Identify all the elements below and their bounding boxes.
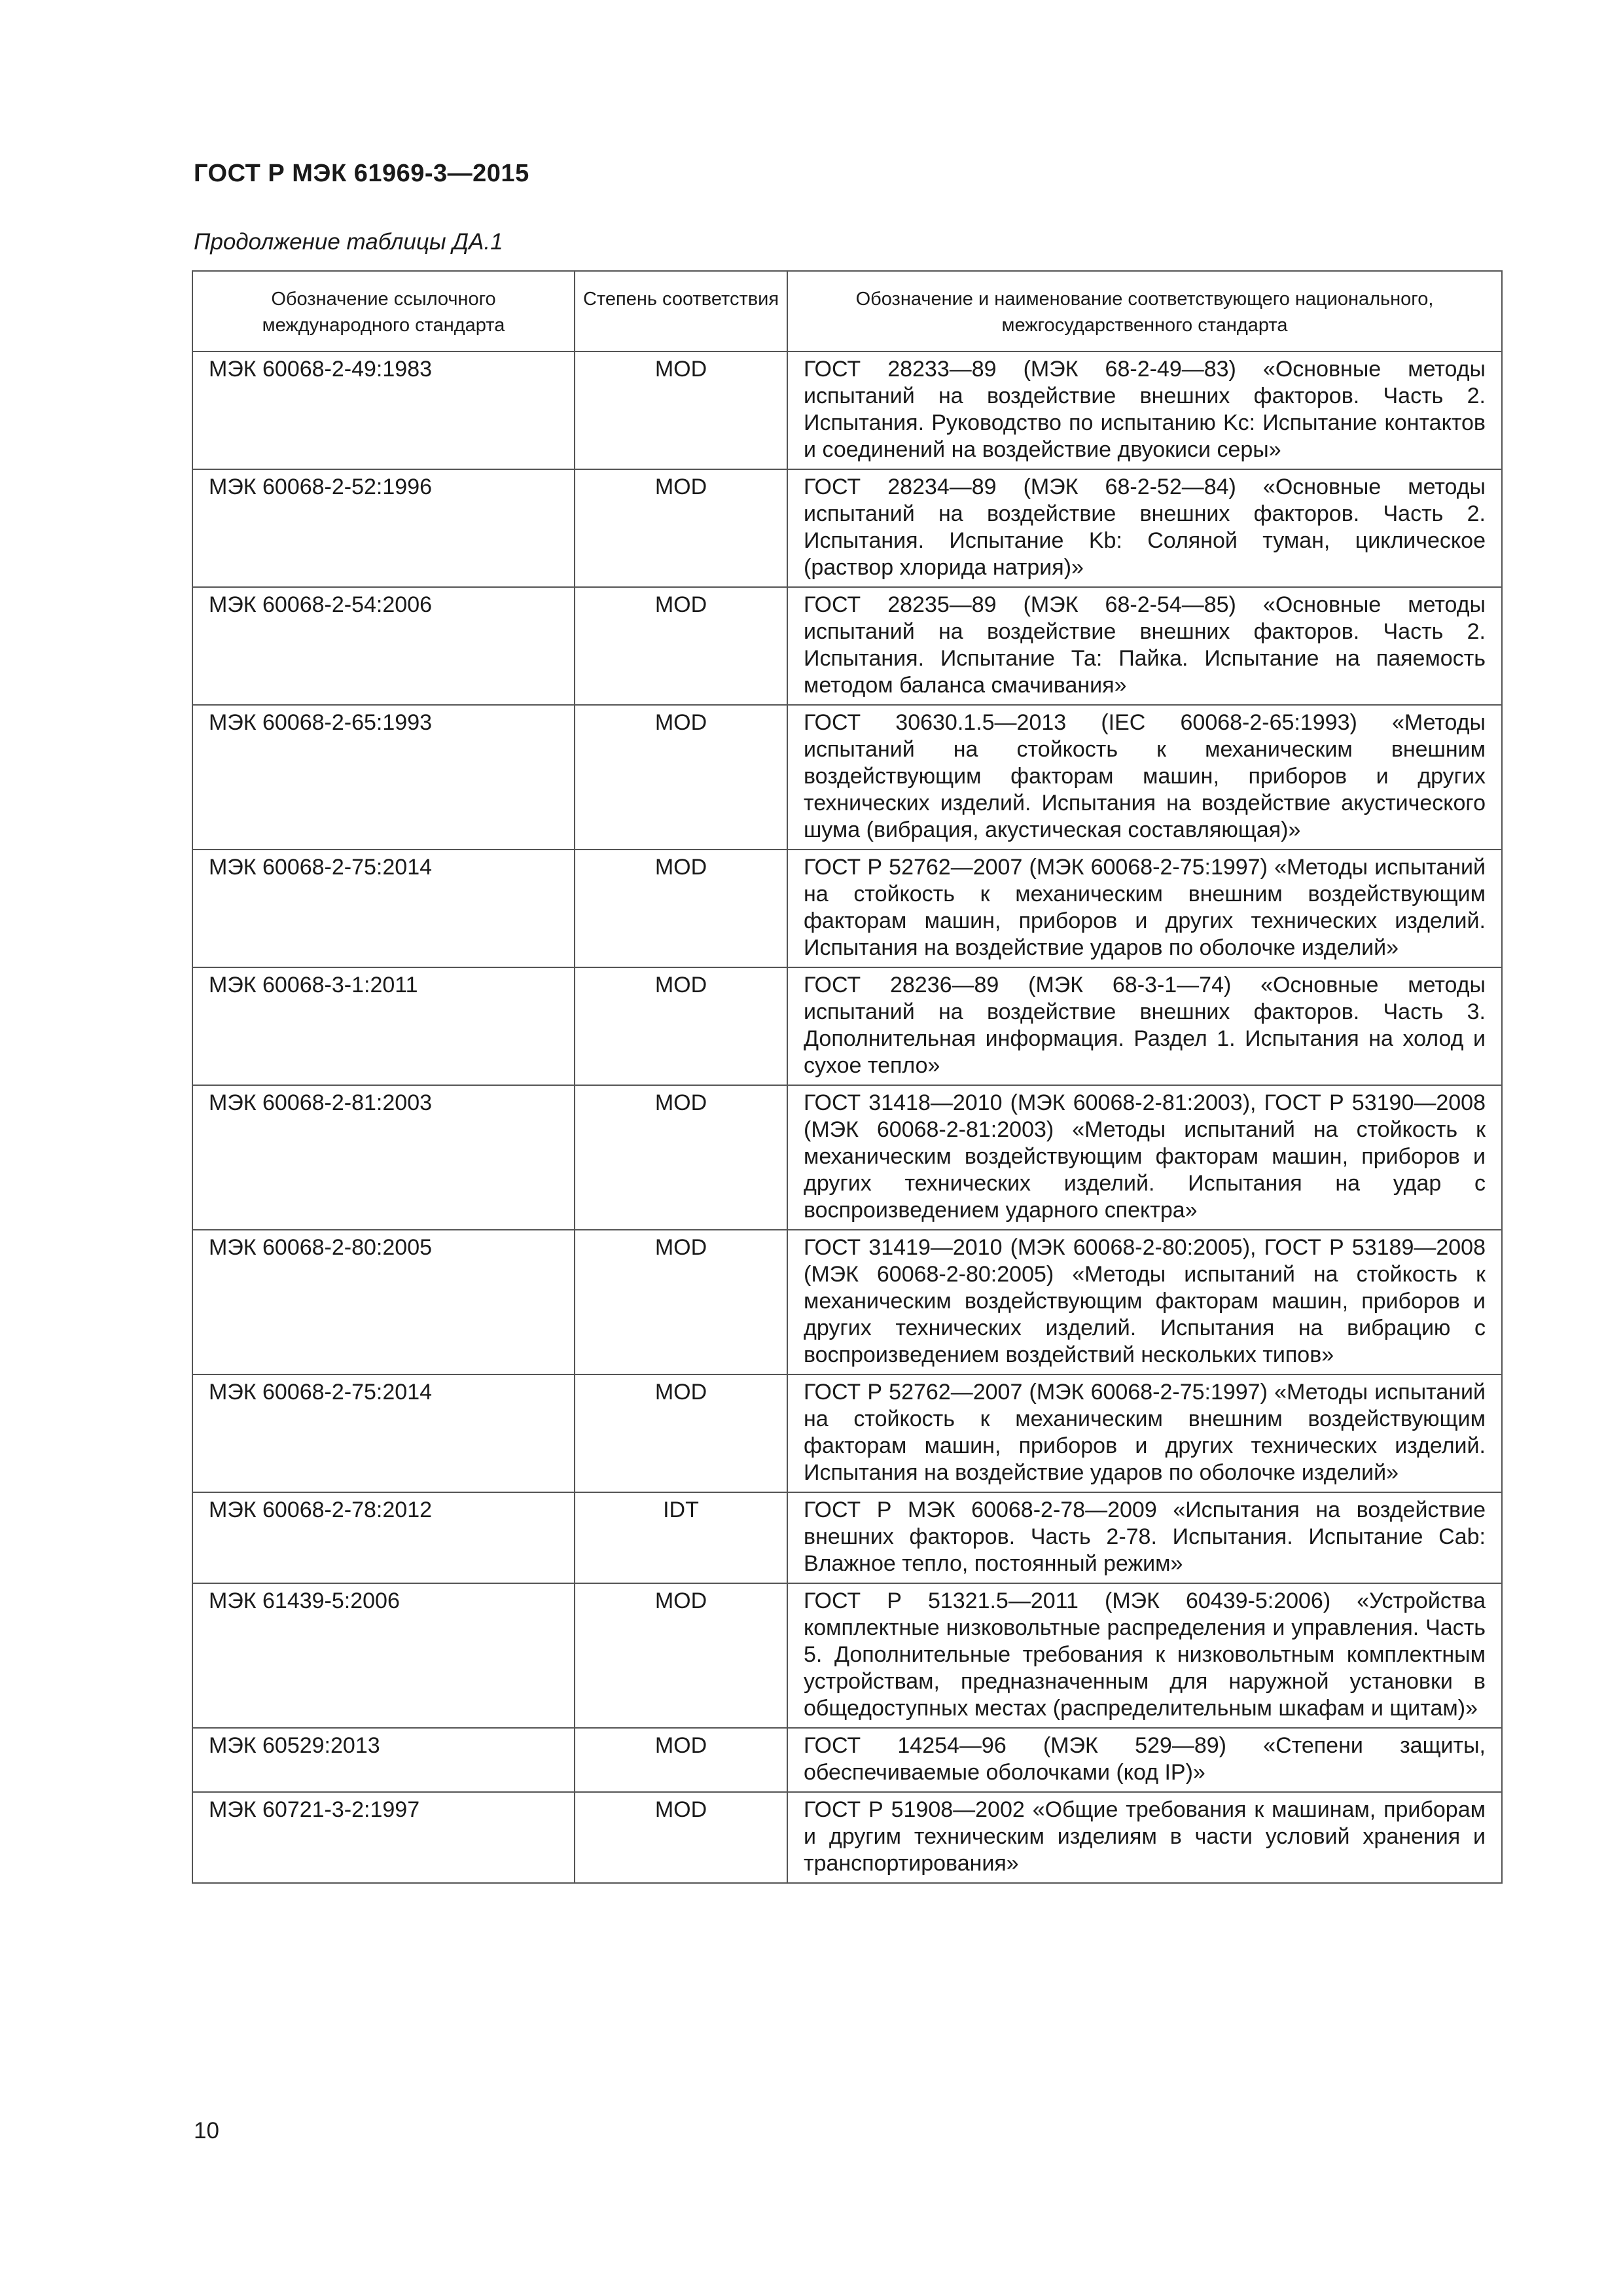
cell-national-standard: ГОСТ 31418—2010 (МЭК 60068-2-81:2003), ГОСТ Р 53190—2008 (МЭК 60068-2-81:2003) «Методы испытаний на стойкость к механическим воздействующим факторам машин, приборов и других технических изделий. Испытания на удар с воспроизведением ударного спектра»	[787, 1085, 1502, 1230]
cell-degree: MOD	[575, 1792, 787, 1883]
cell-national-standard: ГОСТ 28234—89 (МЭК 68-2-52—84) «Основные методы испытаний на воздействие внешних факторов. Часть 2. Испытания. Испытание Kb: Соляной туман, циклическое (раствор хлорида натрия)»	[787, 469, 1502, 587]
cell-international-standard: МЭК 60529:2013	[192, 1728, 575, 1792]
cell-degree: MOD	[575, 1085, 787, 1230]
cell-international-standard: МЭК 60068-2-49:1983	[192, 351, 575, 469]
column-header-national: Обозначение и наименование соответствующего национального, межгосударственного стандарта	[787, 271, 1502, 351]
cell-national-standard: ГОСТ 14254—96 (МЭК 529—89) «Степени защиты, обеспечиваемые оболочками (код IP)»	[787, 1728, 1502, 1792]
table-row	[192, 1085, 1502, 1230]
document-header: ГОСТ Р МЭК 61969-3—2015	[194, 160, 529, 187]
cell-degree: MOD	[575, 1230, 787, 1374]
cell-national-standard: ГОСТ Р 51908—2002 «Общие требования к машинам, приборам и другим техническим изделиям в части условий хранения и транспортирования»	[787, 1792, 1502, 1883]
table-row	[192, 351, 1502, 469]
cell-international-standard: МЭК 60068-2-81:2003	[192, 1085, 575, 1230]
cell-national-standard: ГОСТ 28233—89 (МЭК 68-2-49—83) «Основные методы испытаний на воздействие внешних факторов. Часть 2. Испытания. Руководство по испытанию Kс: Испытание контактов и соединений на воздействие двуокиси серы»	[787, 351, 1502, 469]
cell-degree: MOD	[575, 469, 787, 587]
cell-degree: IDT	[575, 1492, 787, 1583]
table-header-row	[192, 271, 1502, 351]
table-row	[192, 1492, 1502, 1583]
column-header-international: Обозначение ссылочного международного стандарта	[192, 271, 575, 351]
cell-degree: MOD	[575, 1374, 787, 1492]
table-row	[192, 967, 1502, 1085]
table-caption: Продолжение таблицы ДА.1	[194, 229, 503, 255]
cell-international-standard: МЭК 60068-2-54:2006	[192, 587, 575, 705]
cell-national-standard: ГОСТ 30630.1.5—2013 (IEC 60068-2-65:1993) «Методы испытаний на стойкость к механическим внешним воздействующим факторам машин, приборов и других технических изделий. Испытания на воздействие акустического шума (вибрация, акустическая составляющая)»	[787, 705, 1502, 850]
cell-national-standard: ГОСТ 28236—89 (МЭК 68-3-1—74) «Основные методы испытаний на воздействие внешних факторов. Часть 3. Дополнительная информация. Раздел 1. Испытания на холод и сухое тепло»	[787, 967, 1502, 1085]
cell-international-standard: МЭК 60068-2-75:2014	[192, 1374, 575, 1492]
table-row	[192, 469, 1502, 587]
cell-international-standard: МЭК 61439-5:2006	[192, 1583, 575, 1728]
cell-international-standard: МЭК 60068-2-75:2014	[192, 850, 575, 967]
cell-degree: MOD	[575, 967, 787, 1085]
table-row	[192, 1230, 1502, 1374]
cell-national-standard: ГОСТ Р 52762—2007 (МЭК 60068-2-75:1997) «Методы испытаний на стойкость к механическим внешним воздействующим факторам машин, приборов и других технических изделий. Испытания на воздействие ударов по оболочке изделий»	[787, 1374, 1502, 1492]
cell-degree: MOD	[575, 1728, 787, 1792]
cell-national-standard: ГОСТ Р 51321.5—2011 (МЭК 60439-5:2006) «Устройства комплектные низковольтные распределения и управления. Часть 5. Дополнительные требования к низковольтным комплектным устройствам, предназначенным для наружной установки в общедоступных местах (распределительным шкафам и щитам)»	[787, 1583, 1502, 1728]
table-row	[192, 1583, 1502, 1728]
table-row	[192, 850, 1502, 967]
reference-standards-table	[192, 270, 1503, 1884]
cell-degree: MOD	[575, 587, 787, 705]
cell-international-standard: МЭК 60068-2-80:2005	[192, 1230, 575, 1374]
cell-degree: MOD	[575, 705, 787, 850]
table-row	[192, 587, 1502, 705]
cell-national-standard: ГОСТ 28235—89 (МЭК 68-2-54—85) «Основные методы испытаний на воздействие внешних факторов. Часть 2. Испытания. Испытание Та: Пайка. Испытание на паяемость методом баланса смачивания»	[787, 587, 1502, 705]
cell-national-standard: ГОСТ 31419—2010 (МЭК 60068-2-80:2005), ГОСТ Р 53189—2008 (МЭК 60068-2-80:2005) «Методы испытаний на стойкость к механическим воздействующим факторам машин, приборов и других технических изделий. Испытания на вибрацию с воспроизведением воздействий нескольких типов»	[787, 1230, 1502, 1374]
column-header-degree: Степень соответствия	[575, 271, 787, 351]
table-row	[192, 705, 1502, 850]
cell-national-standard: ГОСТ Р 52762—2007 (МЭК 60068-2-75:1997) «Методы испытаний на стойкость к механическим внешним воздействующим факторам машин, приборов и других технических изделий. Испытания на воздействие ударов по оболочке изделий»	[787, 850, 1502, 967]
cell-international-standard: МЭК 60721-3-2:1997	[192, 1792, 575, 1883]
cell-degree: MOD	[575, 1583, 787, 1728]
cell-degree: MOD	[575, 850, 787, 967]
cell-international-standard: МЭК 60068-2-65:1993	[192, 705, 575, 850]
table-row	[192, 1792, 1502, 1883]
cell-national-standard: ГОСТ Р МЭК 60068-2-78—2009 «Испытания на воздействие внешних факторов. Часть 2-78. Испытания. Испытание Cab: Влажное тепло, постоянный режим»	[787, 1492, 1502, 1583]
table-row	[192, 1728, 1502, 1792]
cell-international-standard: МЭК 60068-3-1:2011	[192, 967, 575, 1085]
table-row	[192, 1374, 1502, 1492]
cell-degree: MOD	[575, 351, 787, 469]
cell-international-standard: МЭК 60068-2-78:2012	[192, 1492, 575, 1583]
cell-international-standard: МЭК 60068-2-52:1996	[192, 469, 575, 587]
page-number: 10	[194, 2118, 219, 2144]
